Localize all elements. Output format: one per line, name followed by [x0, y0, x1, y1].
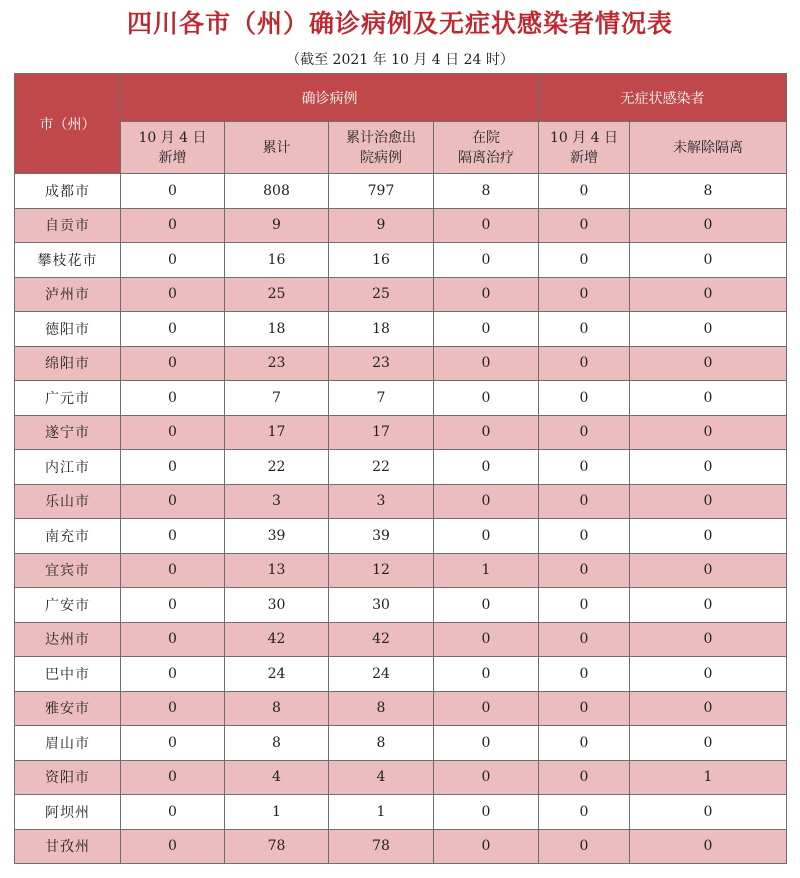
cell-new: 0 [121, 346, 225, 381]
header-cumulative: 累计 [225, 122, 329, 174]
table-row [15, 553, 787, 588]
cell-city: 巴中市 [15, 657, 121, 692]
cell-hospital: 0 [434, 622, 539, 657]
cell-new: 0 [121, 519, 225, 554]
cell-city: 甘孜州 [15, 829, 121, 864]
cell-new: 0 [121, 312, 225, 347]
cell-asym-isolated: 0 [630, 519, 787, 554]
cell-total: 1 [225, 795, 329, 830]
cell-cured: 4 [329, 760, 434, 795]
cell-hospital: 0 [434, 726, 539, 761]
cell-hospital: 8 [434, 174, 539, 209]
cell-asym-new: 0 [539, 381, 630, 416]
header-hospital-line2: 隔离治疗 [458, 149, 514, 166]
cell-new: 0 [121, 622, 225, 657]
table-row [15, 519, 787, 554]
cell-hospital: 0 [434, 277, 539, 312]
cell-asym-isolated: 0 [630, 588, 787, 623]
cell-asym-isolated: 0 [630, 277, 787, 312]
header-hospital [434, 122, 539, 174]
cell-total: 23 [225, 346, 329, 381]
cell-cured: 3 [329, 484, 434, 519]
header-asym-new-line2: 新增 [570, 149, 598, 166]
cell-cured: 12 [329, 553, 434, 588]
cell-city: 内江市 [15, 450, 121, 485]
cell-asym-isolated: 0 [630, 726, 787, 761]
cell-asym-new: 0 [539, 346, 630, 381]
header-asymptomatic-group: 无症状感染者 [539, 74, 787, 122]
cell-cured: 78 [329, 829, 434, 864]
cell-total: 16 [225, 243, 329, 278]
cell-asym-new: 0 [539, 553, 630, 588]
table-row [15, 312, 787, 347]
cell-total: 13 [225, 553, 329, 588]
cell-asym-new: 0 [539, 415, 630, 450]
cell-hospital: 0 [434, 760, 539, 795]
cell-asym-new: 0 [539, 726, 630, 761]
cell-new: 0 [121, 174, 225, 209]
cell-asym-new: 0 [539, 243, 630, 278]
cell-cured: 8 [329, 726, 434, 761]
cell-asym-isolated: 0 [630, 829, 787, 864]
table-row [15, 346, 787, 381]
cell-cured: 25 [329, 277, 434, 312]
cell-new: 0 [121, 450, 225, 485]
cell-asym-new: 0 [539, 829, 630, 864]
cell-asym-isolated: 0 [630, 346, 787, 381]
cell-hospital: 0 [434, 243, 539, 278]
cell-city: 泸州市 [15, 277, 121, 312]
cell-asym-isolated: 0 [630, 553, 787, 588]
cell-asym-new: 0 [539, 208, 630, 243]
header-asym-new-line1: 10 月 4 日 [549, 129, 619, 146]
table-row [15, 691, 787, 726]
cell-cured: 30 [329, 588, 434, 623]
page-title: 四川各市（州）确诊病例及无症状感染者情况表 [126, 9, 673, 38]
header-cured [329, 122, 434, 174]
cell-hospital: 0 [434, 657, 539, 692]
cell-new: 0 [121, 553, 225, 588]
cell-asym-new: 0 [539, 691, 630, 726]
table-body [15, 174, 787, 864]
cell-new: 0 [121, 277, 225, 312]
table-row [15, 588, 787, 623]
cases-table [14, 73, 787, 864]
header-city: 市（州） [15, 74, 121, 174]
table-row [15, 174, 787, 209]
cell-asym-new: 0 [539, 312, 630, 347]
cell-asym-isolated: 0 [630, 381, 787, 416]
cell-hospital: 0 [434, 415, 539, 450]
cell-city: 宜宾市 [15, 553, 121, 588]
cell-asym-new: 0 [539, 622, 630, 657]
cell-total: 7 [225, 381, 329, 416]
table-row [15, 208, 787, 243]
cell-hospital: 0 [434, 829, 539, 864]
cell-new: 0 [121, 726, 225, 761]
cell-cured: 8 [329, 691, 434, 726]
table-row [15, 795, 787, 830]
cell-total: 3 [225, 484, 329, 519]
cell-new: 0 [121, 415, 225, 450]
cell-city: 南充市 [15, 519, 121, 554]
cell-total: 78 [225, 829, 329, 864]
cell-asym-new: 0 [539, 657, 630, 692]
cell-cured: 22 [329, 450, 434, 485]
table-row [15, 622, 787, 657]
header-hospital-line1: 在院 [472, 129, 500, 146]
cell-total: 22 [225, 450, 329, 485]
header-asym-unreleased: 未解除隔离 [630, 122, 787, 174]
cell-hospital: 0 [434, 346, 539, 381]
cell-asym-isolated: 0 [630, 243, 787, 278]
cell-cured: 797 [329, 174, 434, 209]
table-row [15, 415, 787, 450]
cell-new: 0 [121, 657, 225, 692]
cell-hospital: 0 [434, 450, 539, 485]
cell-hospital: 0 [434, 484, 539, 519]
cell-city: 广元市 [15, 381, 121, 416]
cell-city: 雅安市 [15, 691, 121, 726]
cell-city: 阿坝州 [15, 795, 121, 830]
cell-asym-isolated: 0 [630, 691, 787, 726]
cell-total: 808 [225, 174, 329, 209]
cell-asym-isolated: 1 [630, 760, 787, 795]
table-row [15, 657, 787, 692]
cell-asym-isolated: 0 [630, 657, 787, 692]
cell-new: 0 [121, 588, 225, 623]
header-confirmed-new [121, 122, 225, 174]
cell-asym-isolated: 0 [630, 450, 787, 485]
cell-asym-isolated: 0 [630, 484, 787, 519]
header-cured-line2: 院病例 [360, 149, 402, 166]
table-row [15, 726, 787, 761]
cell-cured: 17 [329, 415, 434, 450]
header-confirmed-new-line2: 新增 [158, 149, 187, 166]
cell-asym-isolated: 0 [630, 312, 787, 347]
cell-city: 资阳市 [15, 760, 121, 795]
header-confirmed-group: 确诊病例 [121, 74, 539, 122]
cell-new: 0 [121, 691, 225, 726]
table-row [15, 381, 787, 416]
cell-cured: 1 [329, 795, 434, 830]
cell-new: 0 [121, 243, 225, 278]
cell-city: 遂宁市 [15, 415, 121, 450]
cell-city: 自贡市 [15, 208, 121, 243]
header-cured-line1: 累计治愈出 [346, 129, 416, 146]
cell-total: 9 [225, 208, 329, 243]
cell-total: 39 [225, 519, 329, 554]
cell-city: 达州市 [15, 622, 121, 657]
cell-city: 乐山市 [15, 484, 121, 519]
cell-asym-new: 0 [539, 277, 630, 312]
cell-total: 30 [225, 588, 329, 623]
cell-asym-new: 0 [539, 484, 630, 519]
cell-new: 0 [121, 484, 225, 519]
cell-hospital: 0 [434, 519, 539, 554]
cell-hospital: 1 [434, 553, 539, 588]
cell-asym-isolated: 0 [630, 415, 787, 450]
cell-new: 0 [121, 795, 225, 830]
cell-hospital: 0 [434, 208, 539, 243]
cell-cured: 18 [329, 312, 434, 347]
cell-total: 17 [225, 415, 329, 450]
cell-asym-isolated: 8 [630, 174, 787, 209]
cell-asym-new: 0 [539, 519, 630, 554]
cell-asym-isolated: 0 [630, 795, 787, 830]
cell-city: 广安市 [15, 588, 121, 623]
cell-asym-new: 0 [539, 760, 630, 795]
cell-total: 42 [225, 622, 329, 657]
header-asym-new [539, 122, 630, 174]
cell-new: 0 [121, 829, 225, 864]
cell-hospital: 0 [434, 795, 539, 830]
cell-total: 4 [225, 760, 329, 795]
cell-hospital: 0 [434, 691, 539, 726]
cell-asym-new: 0 [539, 795, 630, 830]
cell-cured: 39 [329, 519, 434, 554]
cell-hospital: 0 [434, 588, 539, 623]
cell-total: 18 [225, 312, 329, 347]
cell-city: 攀枝花市 [15, 243, 121, 278]
cell-cured: 7 [329, 381, 434, 416]
table-row [15, 277, 787, 312]
page-subtitle: （截至 2021 年 10 月 4 日 24 时） [286, 52, 514, 68]
cell-cured: 24 [329, 657, 434, 692]
cell-city: 绵阳市 [15, 346, 121, 381]
table-row [15, 450, 787, 485]
cell-cured: 42 [329, 622, 434, 657]
table-row [15, 484, 787, 519]
cell-cured: 16 [329, 243, 434, 278]
cell-new: 0 [121, 208, 225, 243]
cell-total: 24 [225, 657, 329, 692]
cell-asym-isolated: 0 [630, 208, 787, 243]
cell-hospital: 0 [434, 381, 539, 416]
cell-hospital: 0 [434, 312, 539, 347]
table-row [15, 829, 787, 864]
cell-asym-isolated: 0 [630, 622, 787, 657]
cell-city: 成都市 [15, 174, 121, 209]
cell-asym-new: 0 [539, 588, 630, 623]
cell-total: 8 [225, 691, 329, 726]
table-row [15, 760, 787, 795]
cell-new: 0 [121, 760, 225, 795]
cell-new: 0 [121, 381, 225, 416]
header-confirmed-new-line1: 10 月 4 日 [138, 129, 207, 146]
cell-asym-new: 0 [539, 450, 630, 485]
cell-city: 德阳市 [15, 312, 121, 347]
cell-asym-new: 0 [539, 174, 630, 209]
cell-cured: 9 [329, 208, 434, 243]
cell-city: 眉山市 [15, 726, 121, 761]
table-row [15, 243, 787, 278]
cell-total: 25 [225, 277, 329, 312]
cell-cured: 23 [329, 346, 434, 381]
cell-total: 8 [225, 726, 329, 761]
